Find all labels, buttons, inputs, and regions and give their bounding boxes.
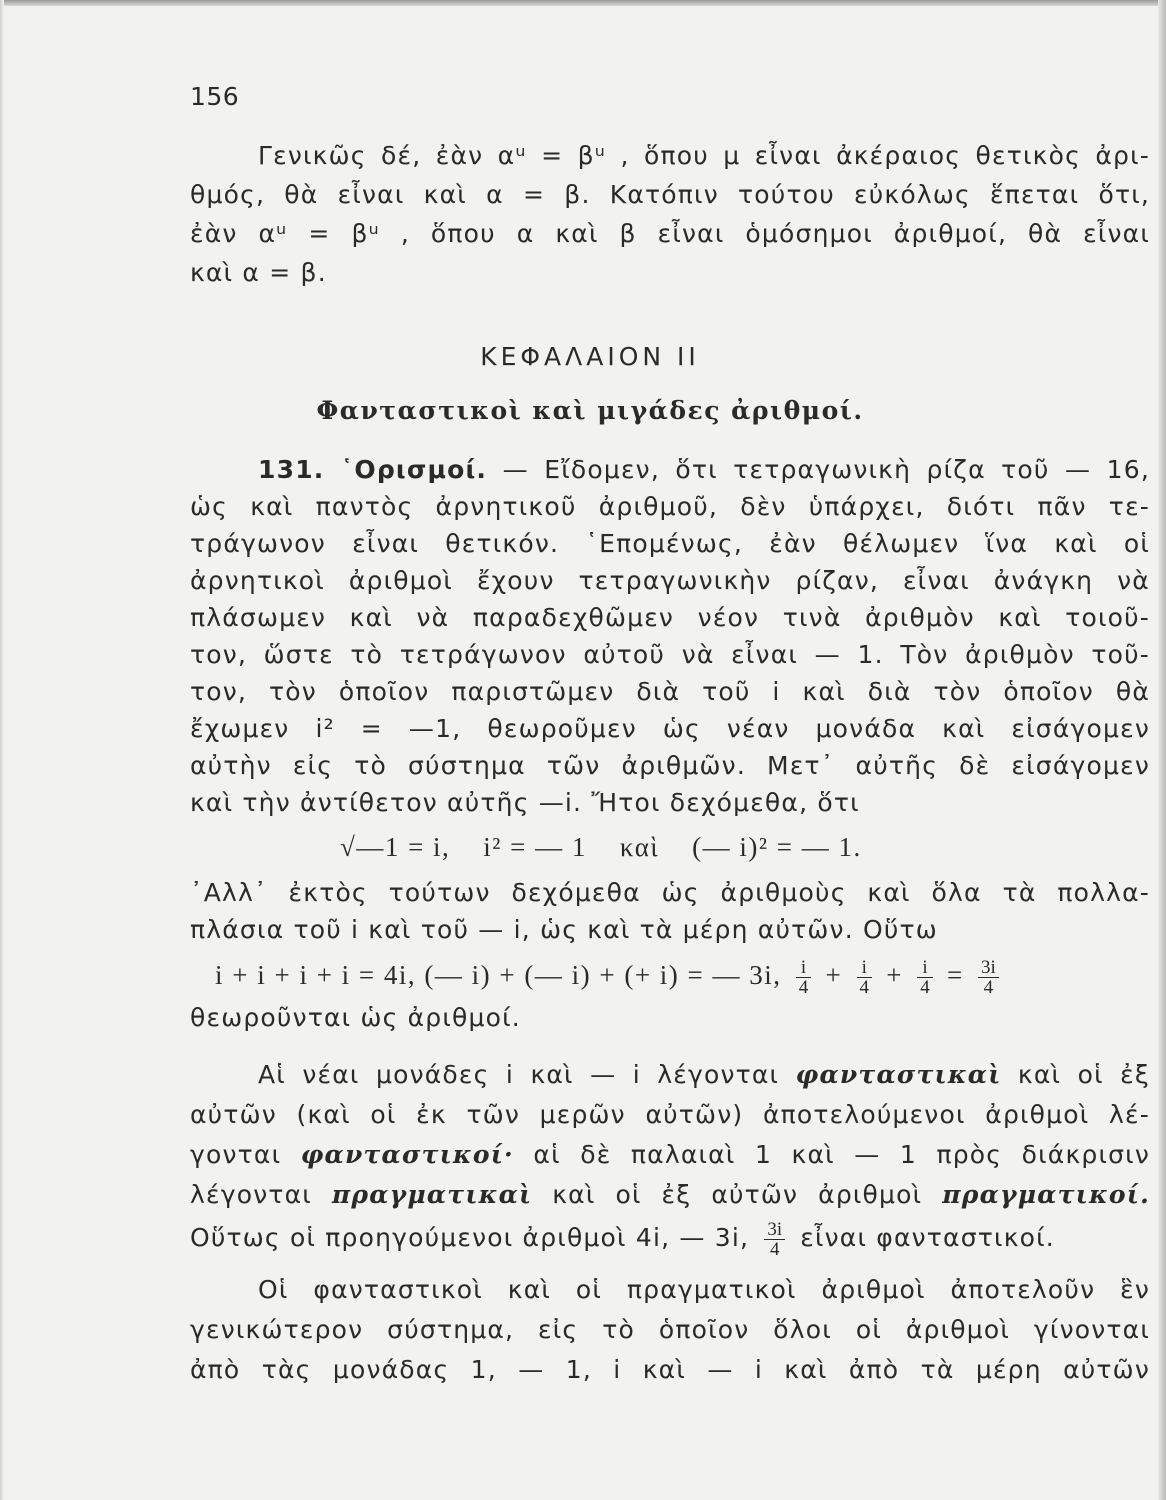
para1-line-4: ἀρνητικοὶ ἀριθμοὶ ἔχουν τετραγωνικὴν ρίζαν, εἶναι ἀνάγκη νὰ: [190, 566, 1150, 595]
para3-line-4: [190, 1178, 1150, 1212]
scan-top-edge: [0, 0, 1166, 6]
para3-text: καὶ οἱ ἐξ αὐτῶν ἀριθμοὶ: [552, 1180, 923, 1209]
para4-line-3: ἀπὸ τὰς μονάδας 1, — 1, i καὶ — i καὶ ἀπὸ τὰ μέρη αὐτῶν: [190, 1355, 1150, 1384]
para1-line-2: ὡς καὶ παντὸς ἀρνητικοῦ ἀριθμοῦ, δὲν ὑπάρχει, διότι πᾶν τε-: [190, 492, 1150, 521]
para4-line-1: Οἱ φανταστικοὶ καὶ οἱ πραγματικοὶ ἀριθμοὶ ἀποτελοῦν ἓν: [258, 1275, 1150, 1304]
para3-line-2: αὐτῶν (καὶ οἱ ἐκ τῶν μερῶν αὐτῶν) ἀποτελούμενοι ἀριθμοὶ λέ-: [190, 1100, 1150, 1129]
para1-line-6: τον, ὥστε τὸ τετράγωνον αὐτοῦ νὰ εἶναι — 1. Τὸν ἀριθμὸν τοῦ-: [190, 640, 1150, 669]
para1-text-1: — Εἴδομεν, ὅτι τετραγωνικὴ ρίζα τοῦ — 16,: [502, 455, 1150, 484]
equation-multiples: [215, 950, 1160, 1000]
term-pragmatikai: πραγματικαὶ: [331, 1180, 533, 1209]
plus-sign: +: [886, 960, 903, 990]
section-reference: 131. ῾Ορισμοί.: [258, 455, 488, 484]
plus-sign: +: [825, 960, 843, 990]
scan-left-edge: [0, 0, 4, 1500]
para3-line-1: [190, 1058, 1150, 1092]
para1-line-8: ἔχωμεν i² = —1, θεωροῦμεν ὡς νέαν μονάδα καὶ εἰσάγομεν: [190, 714, 1150, 743]
para2-line-2: πλάσια τοῦ i καὶ τοῦ — i, ὡς καὶ τὰ μέρη αὐτῶν. Οὕτω: [190, 915, 938, 944]
term-fantastikai: φανταστικαὶ: [795, 1060, 1002, 1089]
chapter-heading: ΚΕΦΑΛΑΙΟΝ ΙΙ: [480, 342, 700, 371]
fraction-3i-over-4: $\frac{3i}{4}$: [764, 1220, 785, 1259]
para3-text: καὶ οἱ ἐξ: [1017, 1060, 1150, 1089]
para4-line-2: γενικώτερον σύστημα, εἰς τὸ ὁποῖον ὅλοι οἱ ἀριθμοὶ γίνονται: [190, 1315, 1150, 1344]
equals-sign: =: [947, 960, 964, 990]
para1-line-1: [190, 453, 1150, 487]
intro-line-2: θμός, θὰ εἶναι καὶ α = β. Κατόπιν τούτου εὐκόλως ἕπεται ὅτι,: [190, 180, 1150, 209]
book-page: [190, 78, 1160, 1478]
para1-line-5: πλάσωμεν καὶ νὰ παραδεχθῶμεν νέον τινὰ ἀριθμὸν καὶ τοιοῦ-: [190, 603, 1150, 632]
fraction-i-over-4: $\frac{i}{4}$: [857, 958, 873, 997]
equation-multiples-lhs: i + i + i + i = 4i, (— i) + (— i) + (+ i) = — 3i,: [215, 960, 782, 990]
para1-line-7: τον, τὸν ὁποῖον παριστῶμεν διὰ τοῦ i καὶ διὰ τὸν ὁποῖον θὰ: [190, 677, 1150, 706]
equation-sqrt: √—1 = i, i² = — 1 καὶ (— i)² = — 1.: [340, 832, 862, 862]
intro-line-1: Γενικῶς δέ, ἐὰν αᵘ = βᵘ , ὅπου μ εἶναι ἀκέραιος θετικὸς ἀρι-: [258, 141, 1150, 170]
intro-line-4: καὶ α = β.: [190, 258, 327, 287]
fraction-3i-over-4: $\frac{3i}{4}$: [978, 958, 999, 997]
para3-text: Οὕτως οἱ προηγούμενοι ἀριθμοὶ 4i, — 3i,: [190, 1223, 750, 1252]
para3-line-3: [190, 1138, 1150, 1172]
section-title: Φανταστικοὶ καὶ μιγάδες ἀριθμοί.: [316, 396, 864, 425]
para1-line-9: αὐτὴν εἰς τὸ σύστημα τῶν ἀριθμῶν. Μετ᾽ αὐτῆς δὲ εἰσάγομεν: [190, 751, 1150, 780]
para2-line-1: ᾽Αλλ᾽ ἐκτὸς τούτων δεχόμεθα ὡς ἀριθμοὺς καὶ ὅλα τὰ πολλα-: [190, 878, 1150, 907]
para1-line-10: καὶ τὴν ἀντίθετον αὐτῆς —i. Ἤτοι δεχόμεθα, ὅτι: [190, 788, 860, 817]
para3-text: αἱ δὲ παλαιαὶ 1 καὶ — 1 πρὸς διάκρισιν: [533, 1140, 1150, 1169]
intro-line-3: ἐὰν αᵘ = βᵘ , ὅπου α καὶ β εἶναι ὁμόσημοι ἀριθμοί, θὰ εἶναι: [190, 219, 1150, 248]
para3-text: λέγονται: [190, 1180, 312, 1209]
para1-line-3: τράγωνον εἶναι θετικόν. ῾Επομένως, ἐὰν θέλωμεν ἵνα καὶ οἱ: [190, 529, 1150, 558]
term-pragmatikoi: πραγματικοί.: [942, 1180, 1150, 1209]
para3-text: εἶναι φανταστικοί.: [800, 1223, 1055, 1252]
after-equation-line: θεωροῦνται ὡς ἀριθμοί.: [190, 1003, 521, 1032]
page-number: 156: [190, 82, 240, 111]
para3-text: γονται: [190, 1140, 282, 1169]
para3-line-5: [190, 1216, 1150, 1260]
fraction-i-over-4: $\frac{i}{4}$: [796, 958, 812, 997]
para3-text: Αἱ νέαι μονάδες i καὶ — i λέγονται: [258, 1060, 780, 1089]
term-fantastikoi: φανταστικοί·: [300, 1140, 514, 1169]
fraction-i-over-4: $\frac{i}{4}$: [917, 958, 933, 997]
